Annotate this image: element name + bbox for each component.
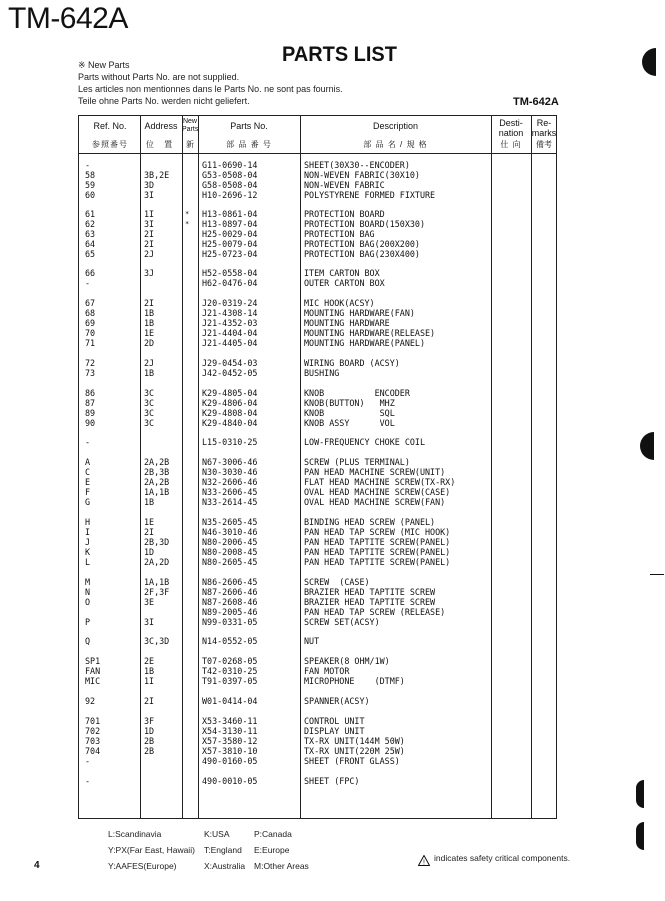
address: 2I	[144, 298, 155, 308]
part-number: N89-2005-46	[202, 607, 258, 617]
part-number: N80-2605-45	[202, 557, 258, 567]
address: 2F,3F	[144, 587, 170, 597]
description: KNOB(BUTTON) MHZ	[304, 398, 395, 408]
description: BRAZIER HEAD TAPTITE SCREW	[304, 597, 436, 607]
address: 1B	[144, 308, 155, 318]
part-number: G53-0508-04	[202, 170, 258, 180]
ref-number: L	[85, 557, 91, 567]
address: 2I	[144, 239, 155, 249]
part-number: N30-3030-46	[202, 467, 258, 477]
ref-number: F	[85, 487, 91, 497]
description: NUT	[304, 636, 320, 646]
table-row	[78, 656, 557, 666]
description: FLAT HEAD MACHINE SCREW(TX-RX)	[304, 477, 456, 487]
table-row	[78, 308, 557, 318]
model-label-right: TM-642A	[513, 96, 559, 108]
part-number: J42-0452-05	[202, 368, 258, 378]
description: BINDING HEAD SCREW (PANEL)	[304, 517, 436, 527]
part-number: N80-2008-45	[202, 547, 258, 557]
address: 3J	[144, 268, 155, 278]
header-destination-top: Desti-	[499, 118, 523, 128]
ref-number: -	[85, 437, 91, 447]
description: SHEET (FRONT GLASS)	[304, 756, 400, 766]
address: 1B	[144, 497, 155, 507]
table-row	[78, 457, 557, 467]
description: MICROPHONE (DTMF)	[304, 676, 405, 686]
description: PROTECTION BAG(230X400)	[304, 249, 420, 259]
address: 2B,3D	[144, 537, 170, 547]
table-row	[78, 418, 557, 428]
header-ref-jp: 参照番号	[92, 140, 128, 149]
table-row	[78, 497, 557, 507]
part-number: N32-2606-46	[202, 477, 258, 487]
part-number: N33-2606-45	[202, 487, 258, 497]
ref-number: 59	[85, 180, 96, 190]
note-en: Parts without Parts No. are not supplied.	[78, 72, 240, 82]
table-row	[78, 477, 557, 487]
header-new-parts: Parts	[182, 126, 199, 133]
part-number: K29-4808-04	[202, 408, 258, 418]
address: 3E	[144, 597, 155, 607]
address: 3F	[144, 716, 155, 726]
description: MOUNTING HARDWARE(FAN)	[304, 308, 415, 318]
header-new-jp: 新	[186, 140, 194, 149]
table-row	[78, 239, 557, 249]
ref-number: -	[85, 160, 91, 170]
table-row	[78, 726, 557, 736]
table-row	[78, 617, 557, 627]
ref-number: A	[85, 457, 91, 467]
address: 1B	[144, 666, 155, 676]
table-row	[78, 190, 557, 200]
ref-number: P	[85, 617, 91, 627]
table-row	[78, 527, 557, 537]
table-row	[78, 358, 557, 368]
header-divider	[78, 153, 557, 154]
table-row	[78, 636, 557, 646]
description: NON-WEVEN FABRIC	[304, 180, 385, 190]
ref-number: G	[85, 497, 91, 507]
part-number: H62-0476-04	[202, 278, 258, 288]
description: PROTECTION BAG(200X200)	[304, 239, 420, 249]
ref-number: 92	[85, 696, 96, 706]
ref-number: FAN	[85, 666, 101, 676]
ref-number: MIC	[85, 676, 101, 686]
description: LOW-FREQUENCY CHOKE COIL	[304, 437, 426, 447]
part-number: J21-4352-03	[202, 318, 258, 328]
legend-t: T:England	[204, 845, 242, 855]
address: 1E	[144, 517, 155, 527]
description: SPEAKER(8 OHM/1W)	[304, 656, 390, 666]
description: PAN HEAD TAPTITE SCREW(PANEL)	[304, 557, 451, 567]
note-new-parts: ※ New Parts	[78, 60, 130, 70]
address: 3B,2E	[144, 170, 170, 180]
table-row	[78, 160, 557, 170]
ref-number: J	[85, 537, 91, 547]
header-description: Description	[372, 121, 419, 131]
description: SCREW SET(ACSY)	[304, 617, 380, 627]
table-row	[78, 298, 557, 308]
table-row	[78, 398, 557, 408]
table-row	[78, 736, 557, 746]
part-number: T07-0268-05	[202, 656, 258, 666]
description: SPANNER(ACSY)	[304, 696, 370, 706]
legend-safety: indicates safety critical components.	[434, 853, 571, 863]
ref-number: 65	[85, 249, 96, 259]
ref-number: O	[85, 597, 91, 607]
part-number: X57-3580-12	[202, 736, 258, 746]
ref-number: C	[85, 467, 91, 477]
note-de: Teile ohne Parts No. werden nicht geliefert.	[78, 96, 250, 106]
part-number: J29-0454-03	[202, 358, 258, 368]
description: PROTECTION BOARD(150X30)	[304, 219, 426, 229]
table-row	[78, 249, 557, 259]
part-number: N87-2608-46	[202, 597, 258, 607]
table-row	[78, 388, 557, 398]
address: 1B	[144, 318, 155, 328]
description: SCREW (PLUS TERMINAL)	[304, 457, 410, 467]
table-row	[78, 209, 557, 219]
ref-number: -	[85, 776, 91, 786]
address: 2A,2B	[144, 457, 170, 467]
header-destination-jp: 仕 向	[500, 140, 522, 149]
part-number: J20-0319-24	[202, 298, 258, 308]
table-row	[78, 587, 557, 597]
ref-number: 90	[85, 418, 96, 428]
address: 2B	[144, 746, 155, 756]
address: 3C	[144, 398, 155, 408]
part-number: N80-2006-45	[202, 537, 258, 547]
header-address-jp: 位 置	[145, 140, 177, 149]
ref-number: 86	[85, 388, 96, 398]
table-row	[78, 676, 557, 686]
table-row	[78, 229, 557, 239]
ref-number: 61	[85, 209, 96, 219]
ref-number: 60	[85, 190, 96, 200]
description: KNOB SQL	[304, 408, 395, 418]
ref-number: 89	[85, 408, 96, 418]
address: 1A,1B	[144, 577, 170, 587]
description: DISPLAY UNIT	[304, 726, 365, 736]
address: 2I	[144, 527, 155, 537]
address: 1I	[144, 209, 155, 219]
table-row	[78, 537, 557, 547]
part-number: J21-4308-14	[202, 308, 258, 318]
part-number: H25-0723-04	[202, 249, 258, 259]
ref-number: I	[85, 527, 91, 537]
table-row	[78, 318, 557, 328]
header-parts-no: Parts No.	[230, 121, 268, 131]
description: NON-WEVEN FABRIC(30X10)	[304, 170, 420, 180]
ref-number: 72	[85, 358, 96, 368]
ref-number: K	[85, 547, 91, 557]
ref-number: 704	[85, 746, 101, 756]
header-remarks-bottom: marks	[531, 128, 557, 138]
legend-e: E:Europe	[254, 845, 290, 855]
description: ITEM CARTON BOX	[304, 268, 380, 278]
ref-number: E	[85, 477, 91, 487]
address: 1D	[144, 547, 155, 557]
part-number: 490-0160-05	[202, 756, 258, 766]
address: 2D	[144, 338, 155, 348]
new-part-mark: *	[185, 210, 190, 218]
part-number: J21-4405-04	[202, 338, 258, 348]
description: PROTECTION BAG	[304, 229, 375, 239]
header-parts-no-jp: 部 品 番 号	[226, 140, 272, 149]
legend-y: Y:PX(Far East, Hawaii)	[108, 845, 195, 855]
header-remarks-top: Re-	[536, 118, 552, 128]
ref-number: M	[85, 577, 91, 587]
address: 1A,1B	[144, 487, 170, 497]
ref-number: 66	[85, 268, 96, 278]
table-row	[78, 368, 557, 378]
table-row	[78, 268, 557, 278]
part-number: J21-4404-04	[202, 328, 258, 338]
address: 2B	[144, 736, 155, 746]
ref-number: 71	[85, 338, 96, 348]
ref-number: 87	[85, 398, 96, 408]
description: SHEET(30X30--ENCODER)	[304, 160, 410, 170]
ref-number: 70	[85, 328, 96, 338]
address: 1I	[144, 676, 155, 686]
binder-hole-mark	[636, 780, 644, 808]
part-number: G11-0690-14	[202, 160, 258, 170]
address: 2J	[144, 358, 155, 368]
part-number: T91-0397-05	[202, 676, 258, 686]
description: WIRING BOARD (ACSY)	[304, 358, 400, 368]
ref-number: Q	[85, 636, 91, 646]
svg-text:!: !	[423, 859, 425, 866]
address: 2I	[144, 696, 155, 706]
edge-tick-mark	[650, 574, 664, 575]
table-row	[78, 607, 557, 617]
table-row	[78, 517, 557, 527]
header-destination-bottom: nation	[498, 128, 524, 138]
address: 1D	[144, 726, 155, 736]
description: KNOB ASSY VOL	[304, 418, 395, 428]
table-row	[78, 170, 557, 180]
description: BUSHING	[304, 368, 340, 378]
table-row	[78, 577, 557, 587]
table-row	[78, 467, 557, 477]
part-number: H25-0029-04	[202, 229, 258, 239]
new-part-mark: *	[185, 220, 190, 228]
part-number: W01-0414-04	[202, 696, 258, 706]
description: POLYSTYRENE FORMED FIXTURE	[304, 190, 436, 200]
description: TX-RX UNIT(220M 25W)	[304, 746, 405, 756]
description: MIC HOOK(ACSY)	[304, 298, 375, 308]
legend-m: M:Other Areas	[254, 861, 309, 871]
part-number: N14-0552-05	[202, 636, 258, 646]
part-number: L15-0310-25	[202, 437, 258, 447]
table-row	[78, 408, 557, 418]
ref-number: 58	[85, 170, 96, 180]
ref-number: -	[85, 278, 91, 288]
part-number: H25-0079-04	[202, 239, 258, 249]
ref-number: 69	[85, 318, 96, 328]
table-row	[78, 716, 557, 726]
part-number: N46-3010-46	[202, 527, 258, 537]
table-row	[78, 776, 557, 786]
part-number: K29-4806-04	[202, 398, 258, 408]
ref-number: N	[85, 587, 91, 597]
table-row	[78, 487, 557, 497]
part-number: T42-0310-25	[202, 666, 258, 676]
binder-hole-mark	[640, 432, 654, 460]
part-number: N67-3006-46	[202, 457, 258, 467]
warning-triangle-icon	[418, 853, 430, 871]
ref-number: H	[85, 517, 91, 527]
binder-hole-mark	[636, 822, 644, 850]
part-number: H13-0897-04	[202, 219, 258, 229]
description: CONTROL UNIT	[304, 716, 365, 726]
ref-number: 701	[85, 716, 101, 726]
legend-l: L:Scandinavia	[108, 829, 162, 839]
legend-y2: Y:AAFES(Europe)	[108, 861, 177, 871]
address: 1B	[144, 368, 155, 378]
description: OVAL HEAD MACHINE SCREW(FAN)	[304, 497, 446, 507]
address: 2A,2B	[144, 477, 170, 487]
part-number: N99-0331-05	[202, 617, 258, 627]
legend-k: K:USA	[204, 829, 230, 839]
legend-x: X:Australia	[204, 861, 246, 871]
ref-number: 62	[85, 219, 96, 229]
description: PAN HEAD TAP SCREW (RELEASE)	[304, 607, 446, 617]
header-ref: Ref. No.	[93, 121, 127, 131]
description: OUTER CARTON BOX	[304, 278, 385, 288]
description: MOUNTING HARDWARE	[304, 318, 390, 328]
address: 3C	[144, 388, 155, 398]
table-row	[78, 437, 557, 447]
part-number: N35-2605-45	[202, 517, 258, 527]
page-number: 4	[34, 860, 40, 871]
table-row	[78, 180, 557, 190]
description: MOUNTING HARDWARE(RELEASE)	[304, 328, 436, 338]
part-number: H52-0558-04	[202, 268, 258, 278]
table-row	[78, 746, 557, 756]
description: FAN MOTOR	[304, 666, 350, 676]
description: SHEET (FPC)	[304, 776, 360, 786]
header-address: Address	[144, 121, 178, 131]
address: 3C,3D	[144, 636, 170, 646]
part-number: X57-3810-10	[202, 746, 258, 756]
part-number: X54-3130-11	[202, 726, 258, 736]
description: TX-RX UNIT(144M 50W)	[304, 736, 405, 746]
table-row	[78, 696, 557, 706]
binder-hole-mark	[642, 48, 656, 76]
address: 3D	[144, 180, 155, 190]
part-number: N87-2606-46	[202, 587, 258, 597]
table-row	[78, 557, 557, 567]
part-number: K29-4805-04	[202, 388, 258, 398]
address: 3I	[144, 219, 155, 229]
address: 2J	[144, 249, 155, 259]
description: OVAL HEAD MACHINE SCREW(CASE)	[304, 487, 451, 497]
description: PAN HEAD TAP SCREW (MIC HOOK)	[304, 527, 451, 537]
description: MOUNTING HARDWARE(PANEL)	[304, 338, 426, 348]
table-row	[78, 666, 557, 676]
address: 3I	[144, 617, 155, 627]
part-number: X53-3460-11	[202, 716, 258, 726]
table-row	[78, 328, 557, 338]
part-number: G58-0508-04	[202, 180, 258, 190]
description: PAN HEAD TAPTITE SCREW(PANEL)	[304, 547, 451, 557]
part-number: N86-2606-45	[202, 577, 258, 587]
table-row	[78, 219, 557, 229]
part-number: H13-0861-04	[202, 209, 258, 219]
note-fr: Les articles non mentionnes dans le Parts No. ne sont pas fournis.	[78, 84, 343, 94]
description: SCREW (CASE)	[304, 577, 370, 587]
address: 3C	[144, 408, 155, 418]
table-row	[78, 756, 557, 766]
ref-number: 68	[85, 308, 96, 318]
part-number: K29-4840-04	[202, 418, 258, 428]
header-new: New	[182, 118, 197, 125]
part-number: N33-2614-45	[202, 497, 258, 507]
part-number: H10-2696-12	[202, 190, 258, 200]
ref-number: 703	[85, 736, 101, 746]
table-row	[78, 338, 557, 348]
address: 2A,2D	[144, 557, 170, 567]
table-row	[78, 547, 557, 557]
page-title: PARTS LIST	[282, 43, 397, 66]
model-title: TM-642A	[8, 2, 128, 35]
description: PROTECTION BOARD	[304, 209, 385, 219]
address: 2B,3B	[144, 467, 170, 477]
legend-p: P:Canada	[254, 829, 292, 839]
ref-number: -	[85, 756, 91, 766]
ref-number: SP1	[85, 656, 101, 666]
ref-number: 64	[85, 239, 96, 249]
header-remarks-jp: 備考	[536, 140, 552, 149]
address: 3C	[144, 418, 155, 428]
description: BRAZIER HEAD TAPTITE SCREW	[304, 587, 436, 597]
address: 1E	[144, 328, 155, 338]
address: 3I	[144, 190, 155, 200]
ref-number: 67	[85, 298, 96, 308]
table-row	[78, 597, 557, 607]
part-number: 490-0010-05	[202, 776, 258, 786]
description: PAN HEAD MACHINE SCREW(UNIT)	[304, 467, 446, 477]
address: 2I	[144, 229, 155, 239]
ref-number: 702	[85, 726, 101, 736]
address: 2E	[144, 656, 155, 666]
description: PAN HEAD TAPTITE SCREW(PANEL)	[304, 537, 451, 547]
description: KNOB ENCODER	[304, 388, 410, 398]
ref-number: 73	[85, 368, 96, 378]
table-row	[78, 278, 557, 288]
header-description-jp: 部 品 名 / 規 格	[363, 140, 428, 149]
ref-number: 63	[85, 229, 96, 239]
